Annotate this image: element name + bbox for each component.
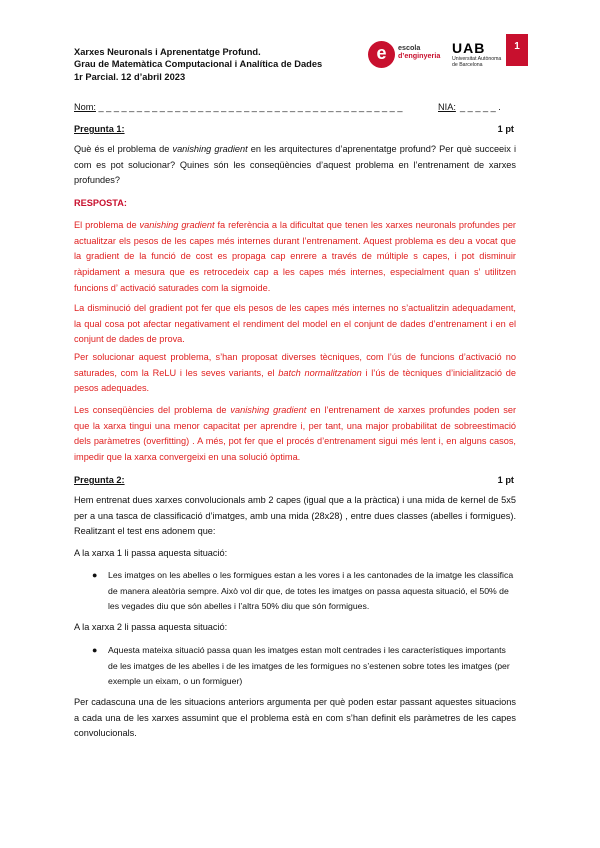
network-1-label: A la xarxa 1 li passa aquesta situació: — [74, 548, 228, 558]
degree-title: Grau de Matemàtica Computacional i Analítica de Dades — [74, 59, 323, 70]
page-number-badge: 1 — [506, 34, 528, 66]
nia-label: NIA: — [438, 102, 456, 112]
question-1-title: Pregunta 1: — [74, 124, 125, 134]
question-2-intro: Hem entrenat dues xarxes convolucionals amb 2 capes (igual que a la pràctica) i una mida de kernel de 5x5 per a una tasca de classificació d’imatges, amb una mida (28x28) , entre dues classes (abelles i formigues). Realitzant el test ens adonem que: — [74, 495, 516, 537]
answer-paragraph-1: El problema de vanishing gradient fa referència a la dificultat que tenen les xarxes neuronals profundes per actualitzar els pesos de les capes més internes durant l’entrenament. Aquest problema es deu a vocat que la gradient de la funció de cost es propaga cap enrere a través de múltiple s capes, i pot disminuir ràpidament a mesura que es retrocedeix cap a les capes més internes, especialment quan s’ utilitzen funcions d’ activació saturades com la sigmoide. — [74, 220, 516, 293]
answer-paragraph-3: Per solucionar aquest problema, s’han proposat diverses tècniques, com l’ús de funcions d’activació no saturades, com la ReLU i les seves variants, el batch normalitzation i l’ús de tècniques d’inicialització de pesos adequades. — [74, 352, 516, 394]
escola-enginyeria-logo: e — [368, 41, 395, 68]
network-1-description: Les imatges on les abelles o les formigues estan a les vores i a les cantonades de la imatge les classifica de manera aleatòria sempre. Això vol dir que, de totes les imatges on passa aquesta situació, el 50% de les vegades diu que són abelles i l’altra 50% diu que són formigues. — [108, 570, 514, 612]
bullet-icon: ● — [92, 645, 98, 655]
escola-enginyeria-text: escola d’enginyeria — [398, 43, 441, 60]
uab-subtitle: Universitat Autònoma de Barcelona — [452, 56, 502, 68]
nom-label: Nom: — [74, 102, 96, 112]
question-2-heading — [74, 475, 514, 485]
student-info-line — [74, 102, 524, 112]
question-1-heading — [74, 124, 514, 134]
question-2-closing: Per cadascuna una de les situacions anteriors argumenta per què poden estar passant aquestes situacions a cada una de les xarxes assumint que el problema està en com s’han definit els paràmetres de les capes convolucionals. — [74, 697, 516, 739]
bullet-icon: ● — [92, 570, 98, 580]
answer-label: RESPOSTA: — [74, 198, 127, 208]
answer-paragraph-2: La disminució del gradient pot fer que els pesos de les capes més internes no s’actualitzin adequadament, la qual cosa pot afectar negativament el rendiment del model en el conjunt de dades d’entrenament i en el conjunt de dades de prova. — [74, 303, 516, 345]
question-2-title: Pregunta 2: — [74, 475, 125, 485]
answer-paragraph-4: Les conseqüències del problema de vanishing gradient en l’entrenament de xarxes profundes poden ser que la xarxa tingui una menor capacitat per aprendre i, per tant, una major probabilitat de sobreestimació dels paràmetres (overfitting) . A més, pot fer que el procés d’entrenament sigui més lent i, en alguns casos, impedir que la xarxa convergeixi en una solució òptima. — [74, 405, 517, 463]
question-2-points: 1 pt — [497, 475, 514, 485]
network-2-description: Aquesta mateixa situació passa quan les imatges estan molt centrades i les característiques importants de les imatges de les abelles i de les imatges de les formigues no s’estenen sobre totes les imatges (per exemple un eixam, o un formiguer) — [108, 645, 510, 687]
exam-date: 1r Parcial. 12 d’abril 2023 — [74, 71, 186, 82]
question-1-text: Què és el problema de vanishing gradient en les arquitectures d’aprenentatge profund? Per què succeeix i com es pot solucionar? Quines són les conseqüències d’aquest problema en l’entrenament de xarxes profundes? — [74, 144, 516, 186]
nom-field[interactable]: _ _ _ _ _ _ _ _ _ _ _ _ _ _ _ _ _ _ _ _ _ _ _ _ _ _ _ _ _ _ _ _ _ _ _ _ _ _ _ _ — [95, 102, 403, 112]
question-1-points: 1 pt — [497, 124, 514, 134]
course-header — [74, 46, 322, 83]
course-title: Xarxes Neuronals i Aprenentatge Profund. — [74, 47, 261, 57]
uab-logo: UAB — [452, 40, 486, 56]
nia-field[interactable]: _ _ _ _ _ . — [460, 102, 501, 112]
network-2-label: A la xarxa 2 li passa aquesta situació: — [74, 622, 228, 632]
